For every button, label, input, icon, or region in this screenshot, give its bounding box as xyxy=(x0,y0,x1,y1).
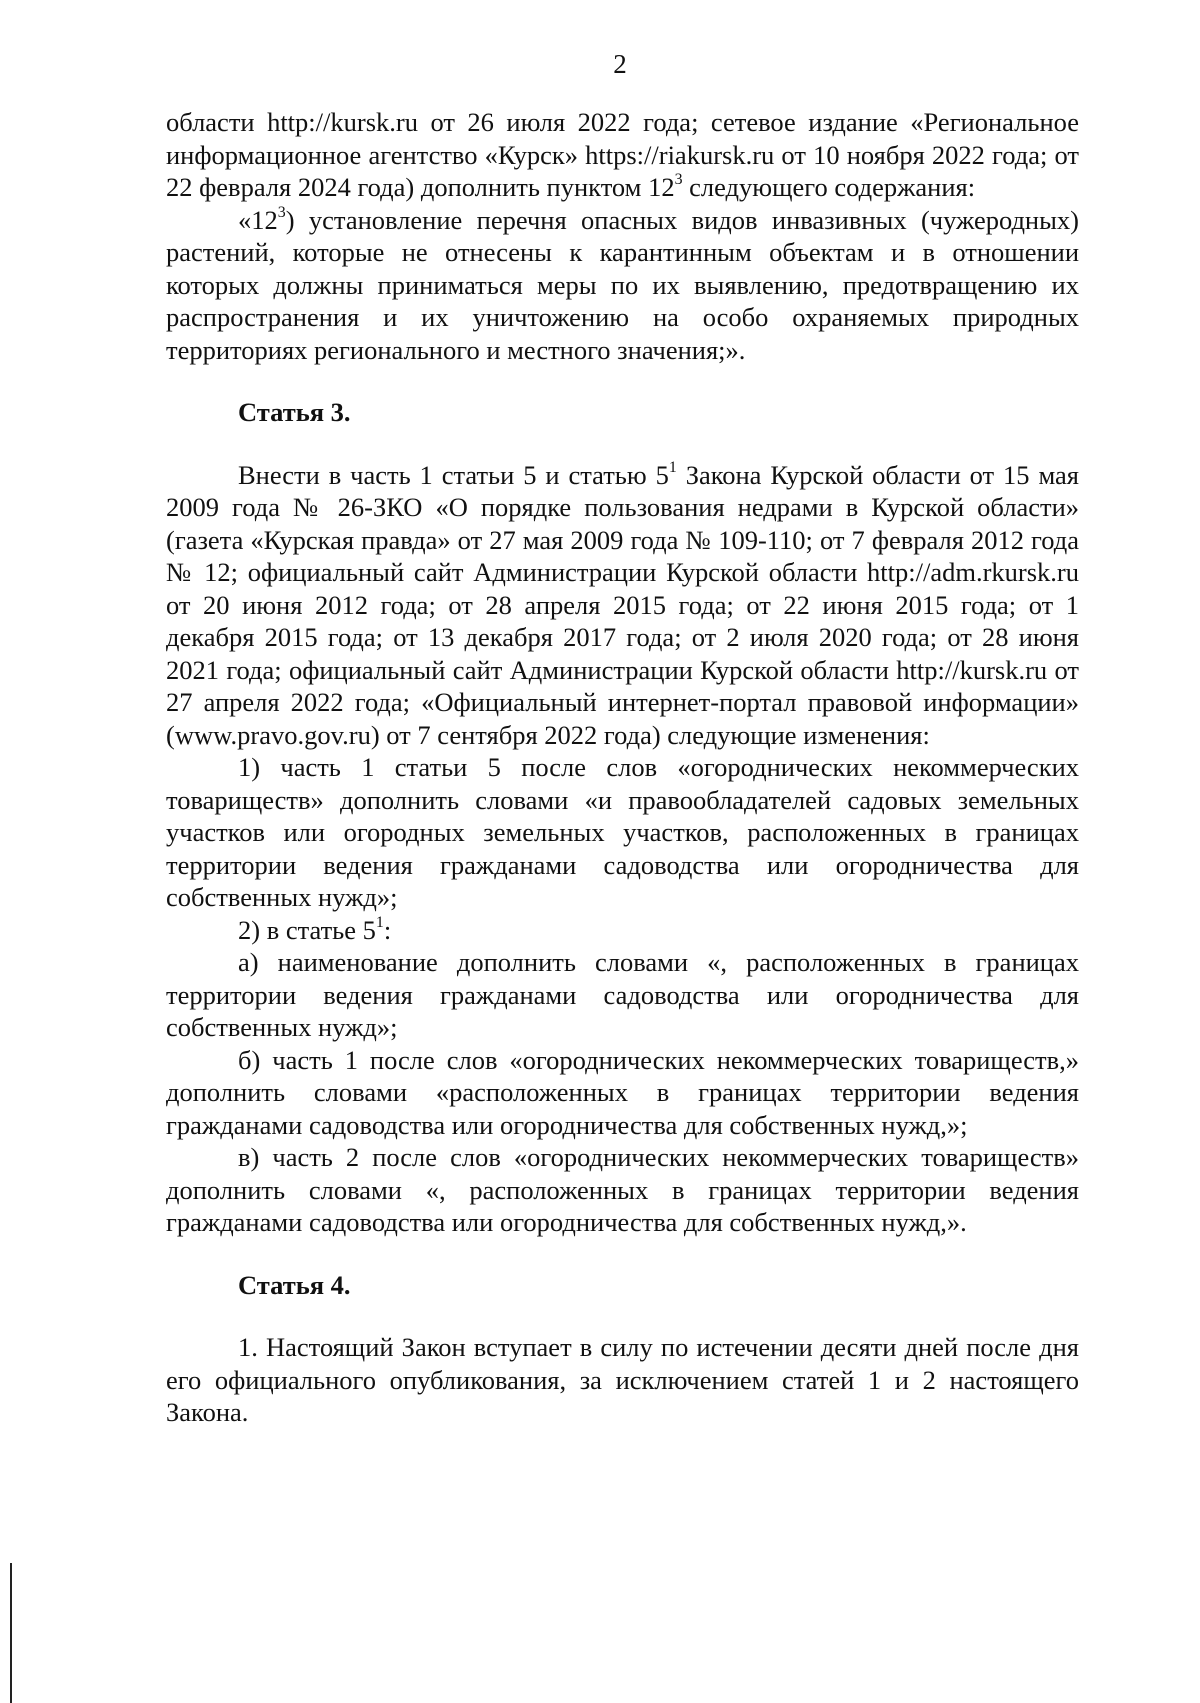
paragraph-text: : xyxy=(383,914,392,945)
page-number: 2 xyxy=(613,49,627,79)
paragraph-text: «12 xyxy=(238,204,278,235)
list-item: 1) часть 1 статьи 5 после слов «огороднических некоммерческих товариществ» дополнить словами «и правообладателей садовых земельных участков или огородных земельных участков, расположенных в границах территории ведения гражданами садоводства или огородничества для собственных нужд»; xyxy=(166,752,1079,912)
paragraph-text: 2) в статье 5 xyxy=(238,914,376,945)
scan-edge-line xyxy=(10,1563,12,1703)
superscript: 1 xyxy=(375,913,384,931)
list-item: а) наименование дополнить словами «, расположенных в границах территории ведения гражданами садоводства или огородничества для собственных нужд»; xyxy=(166,947,1079,1042)
paragraph: 1. Настоящий Закон вступает в силу по истечении десяти дней после дня его официального опубликования, за исключением статей 1 и 2 настоящего Закона. xyxy=(166,1332,1079,1427)
paragraph-text: области http://kursk.ru от 26 июля 2022 года; сетевое издание «Региональное информационное агентство «Курск» https://riakursk.ru от 10 ноября 2022 года; от 22 февраля 2024 года) дополнить пунктом 12 xyxy=(166,107,1079,202)
paragraph xyxy=(166,106,1079,204)
article-3-heading: Статья 3. xyxy=(238,397,351,427)
superscript: 3 xyxy=(674,171,683,189)
paragraph-text: следующего содержания: xyxy=(682,172,976,202)
paragraph-text: Внести в часть 1 статьи 5 и статью 5 xyxy=(238,459,669,490)
article-4-heading: Статья 4. xyxy=(238,1269,351,1300)
document-body xyxy=(166,106,1079,1429)
list-item xyxy=(166,914,1079,947)
list-item: в) часть 2 после слов «огороднических некоммерческих товариществ» дополнить словами «, расположенных в границах территории ведения гражданами садоводства или огородничества для собственных нужд,». xyxy=(166,1142,1079,1237)
paragraph xyxy=(166,204,1079,367)
paragraph xyxy=(166,459,1079,752)
superscript: 1 xyxy=(668,458,677,476)
paragraph-text: Закона Курской области от 15 мая 2009 года № 26-ЗКО «О порядке пользования недрами в Курской области» (газета «Курская правда» от 27 мая 2009 года № 109-110; от 7 февраля 2012 года № 12; официальный сайт Администрации Курской области http://adm.rkursk.ru от 20 июня 2012 года; от 28 апреля 2015 года; от 22 июня 2015 года; от 1 декабря 2015 года; от 13 декабря 2017 года; от 2 июля 2020 года; от 28 июня 2021 года; официальный сайт Администрации Курской области http://kursk.ru от 27 апреля 2022 года; «Официальный интернет-портал правовой информации» (www.pravo.gov.ru) от 7 сентября 2022 года) следующие изменения: xyxy=(166,459,1079,750)
superscript: 3 xyxy=(277,203,286,221)
paragraph-text: ) установление перечня опасных видов инвазивных (чужеродных) растений, которые не отнесены к карантинным объектам и в отношении которых должны приниматься меры по их выявлению, предотвращению их распространения и их уничтожению на особо охраняемых природных территориях регионального и местного значения;». xyxy=(166,204,1079,365)
list-item: б) часть 1 после слов «огороднических некоммерческих товариществ,» дополнить словами «расположенных в границах территории ведения гражданами садоводства или огородничества для собственных нужд,»; xyxy=(166,1044,1079,1140)
